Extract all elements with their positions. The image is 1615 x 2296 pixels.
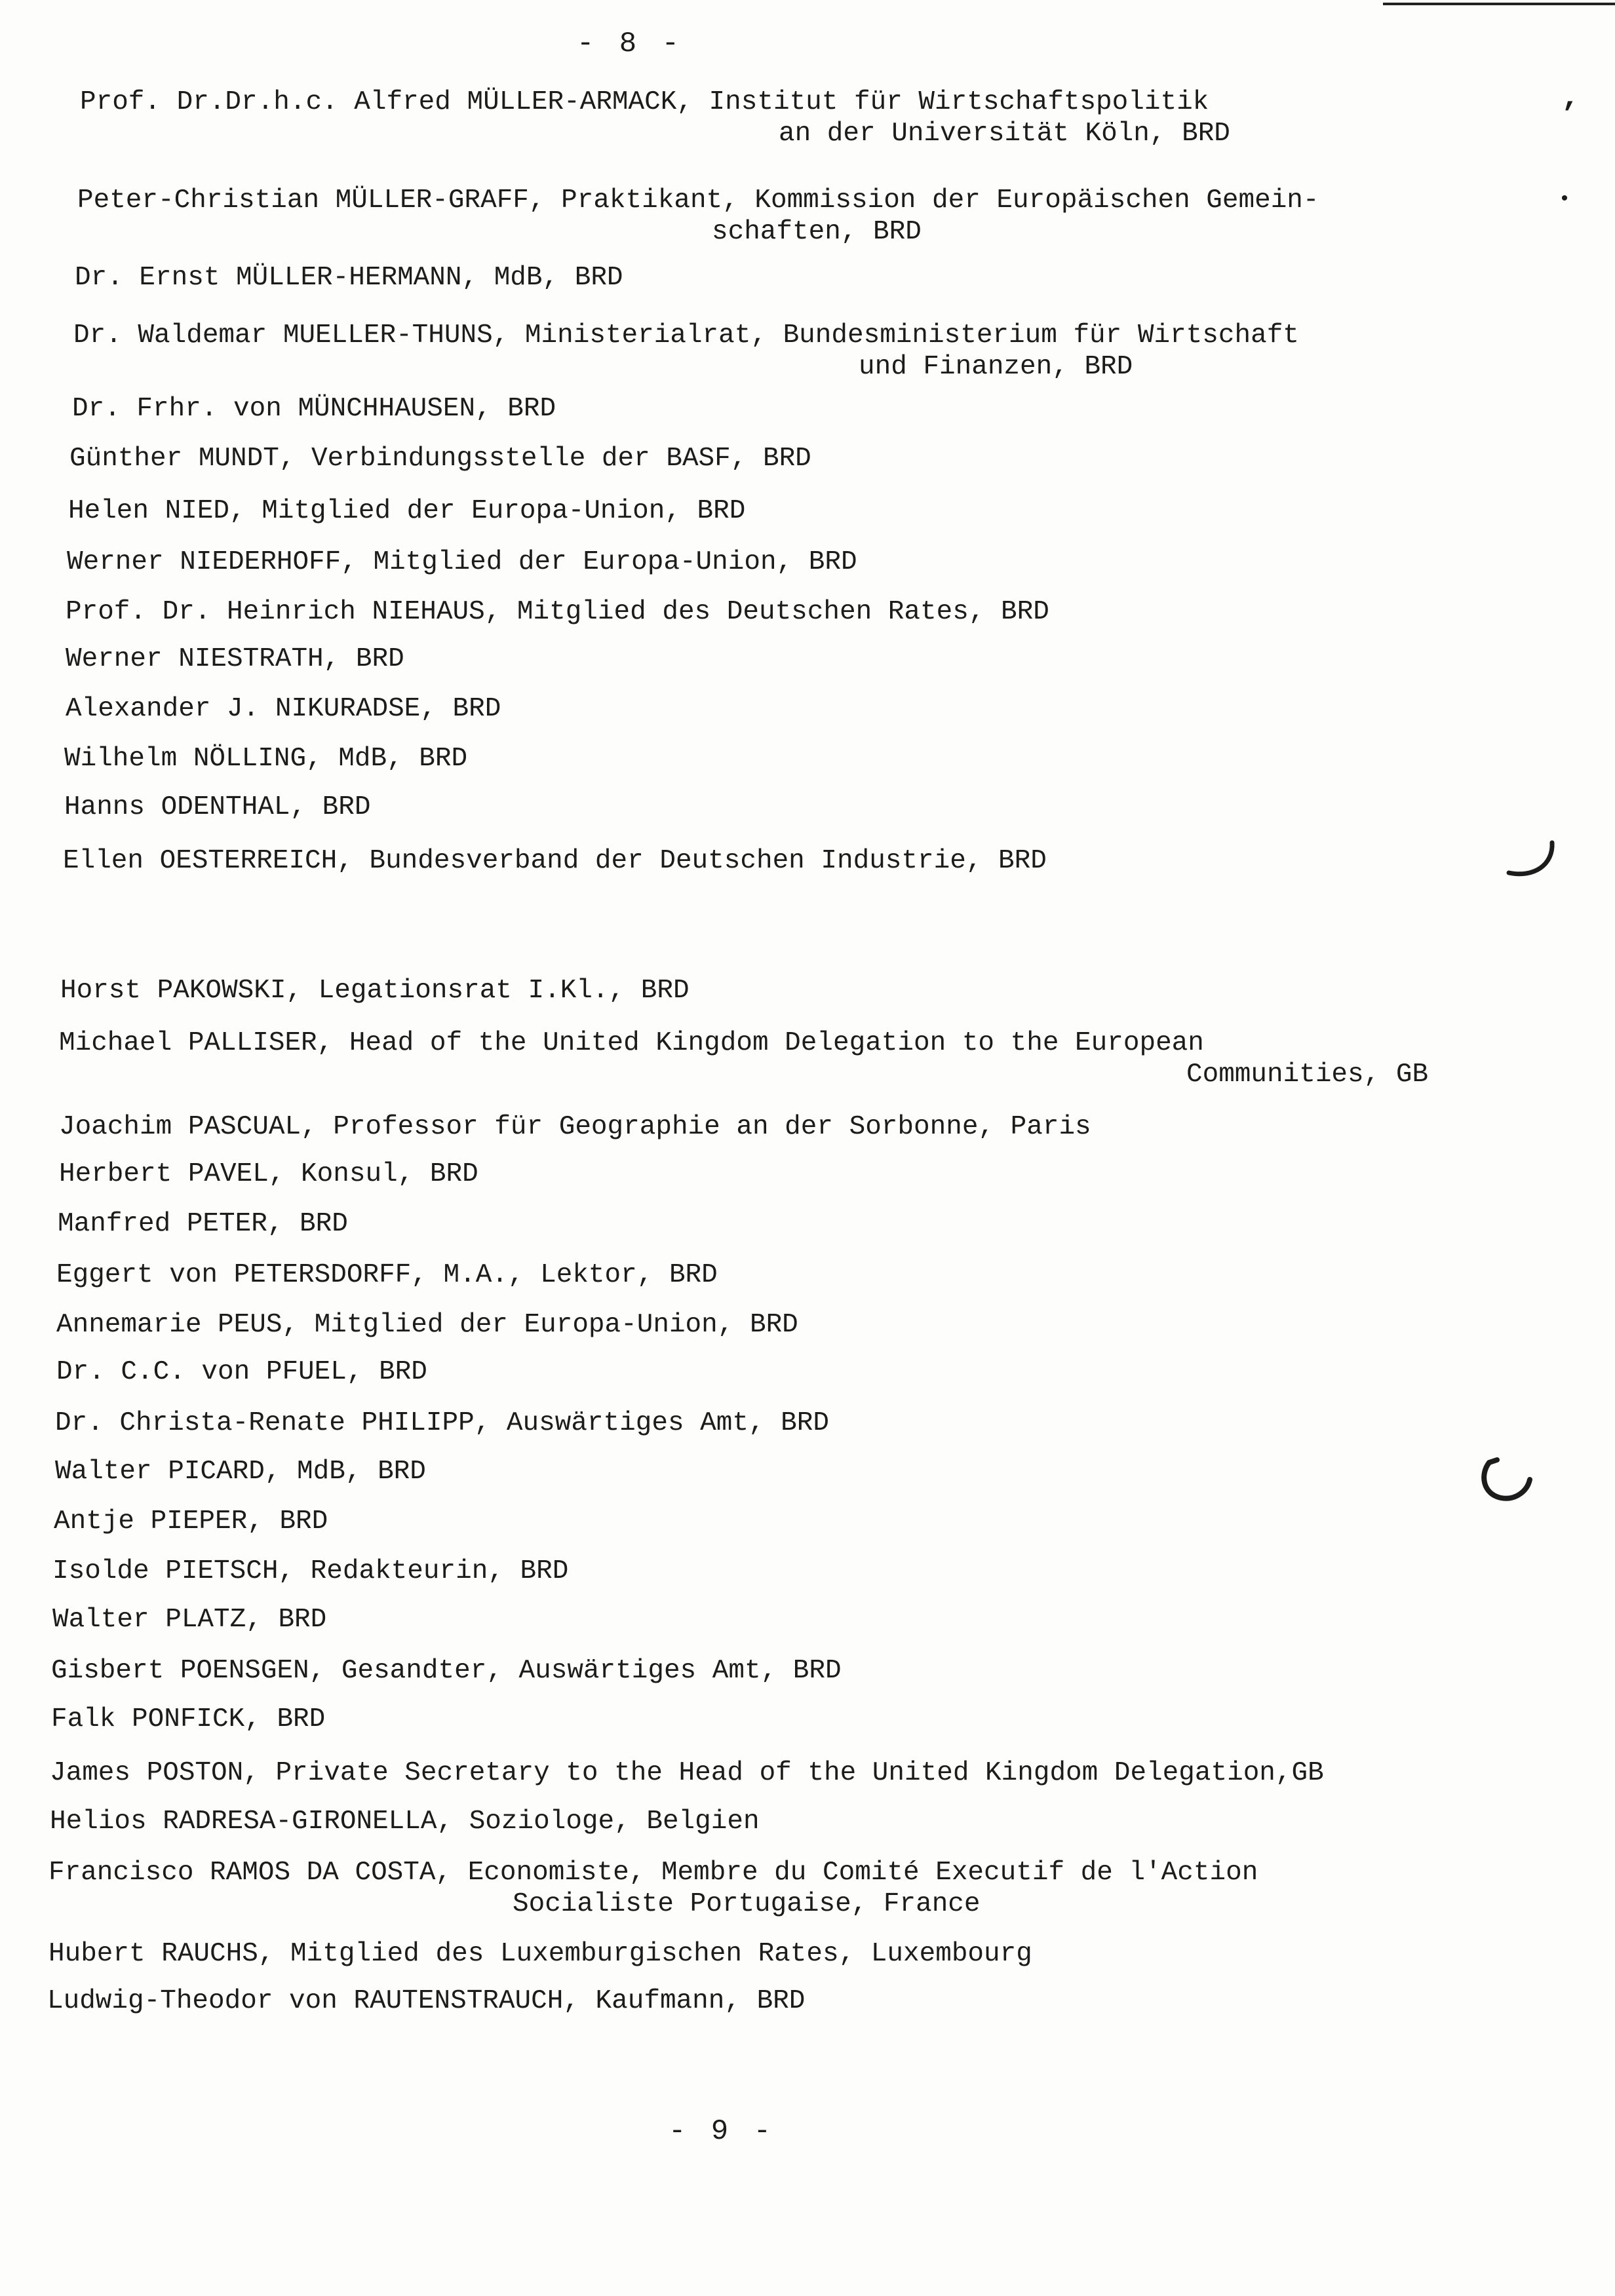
entry-line: Herbert PAVEL, Konsul, BRD	[59, 1159, 478, 1189]
list-item	[47, 1985, 805, 2017]
list-item	[72, 393, 556, 425]
list-item	[49, 1857, 1258, 1920]
list-item	[49, 1938, 1032, 1970]
entry-line: Prof. Dr. Heinrich NIEHAUS, Mitglied des Deutschen Rates, BRD	[66, 597, 1049, 627]
list-item	[67, 546, 857, 578]
entry-line: Dr. Waldemar MUELLER-THUNS, Ministerialrat, Bundesministerium für Wirtschaft	[73, 320, 1299, 351]
margin-circle-mark	[1475, 1448, 1540, 1514]
list-item	[56, 1356, 427, 1388]
entry-line: Alexander J. NIKURADSE, BRD	[66, 694, 501, 724]
entry-line: Ludwig-Theodor von RAUTENSTRAUCH, Kaufmann, BRD	[47, 1986, 806, 2016]
list-item	[66, 643, 404, 675]
list-item	[51, 1704, 325, 1735]
list-item	[63, 845, 1047, 877]
margin-hook-mark	[1501, 839, 1560, 885]
entry-line: Dr. C.C. von PFUEL, BRD	[56, 1357, 427, 1387]
list-item	[50, 1757, 1324, 1789]
entry-line: Hubert RAUCHS, Mitglied des Luxemburgischen Rates, Luxembourg	[49, 1939, 1032, 1969]
entry-line: James POSTON, Private Secretary to the Head of the United Kingdom Delegation,GB	[50, 1758, 1324, 1788]
entry-continuation: und Finanzen, BRD	[859, 352, 1133, 382]
list-item	[73, 320, 1299, 383]
entry-line: Werner NIEDERHOFF, Mitglied der Europa-Union, BRD	[67, 547, 857, 577]
margin-mark: ’	[1560, 98, 1578, 132]
entry-line: Hanns ODENTHAL, BRD	[64, 792, 371, 822]
list-item	[66, 596, 1049, 628]
list-item	[52, 1604, 326, 1636]
page-number-top: - 8 -	[577, 28, 684, 60]
list-item	[64, 743, 467, 775]
entry-line: Ellen OESTERREICH, Bundesverband der Deutschen Industrie, BRD	[63, 846, 1047, 876]
entry-line: Gisbert POENSGEN, Gesandter, Auswärtiges Amt, BRD	[51, 1656, 842, 1686]
entry-line: Günther MUNDT, Verbindungsstelle der BASF, BRD	[69, 444, 811, 474]
list-item	[50, 1806, 760, 1837]
list-item	[80, 86, 1230, 149]
entry-continuation: schaften, BRD	[712, 217, 922, 247]
entry-line: Horst PAKOWSKI, Legationsrat I.Kl., BRD	[60, 976, 690, 1006]
list-item	[59, 1158, 478, 1190]
list-item	[55, 1456, 426, 1487]
list-item	[68, 495, 745, 527]
list-item	[66, 693, 501, 725]
entry-line: Walter PLATZ, BRD	[52, 1605, 327, 1635]
entry-continuation: Communities, GB	[1186, 1060, 1429, 1090]
list-item	[59, 1027, 1428, 1090]
entry-line: Walter PICARD, MdB, BRD	[55, 1457, 426, 1487]
entry-line: Michael PALLISER, Head of the United Kingdom Delegation to the European	[59, 1028, 1204, 1058]
list-item	[55, 1407, 829, 1439]
list-item	[69, 443, 811, 474]
entry-continuation: Socialiste Portugaise, France	[513, 1889, 981, 1919]
list-item	[51, 1655, 842, 1687]
list-item	[56, 1259, 718, 1291]
list-item	[64, 792, 370, 823]
entry-line: Annemarie PEUS, Mitglied der Europa-Union, BRD	[56, 1310, 798, 1340]
entry-line: Eggert von PETERSDORFF, M.A., Lektor, BRD	[56, 1260, 718, 1290]
list-item	[56, 1309, 798, 1341]
list-item	[59, 1111, 1091, 1143]
entry-line: Antje PIEPER, BRD	[54, 1506, 328, 1537]
entry-line: Prof. Dr.Dr.h.c. Alfred MÜLLER-ARMACK, Institut für Wirtschaftspolitik	[80, 87, 1209, 117]
entry-line: Falk PONFICK, BRD	[51, 1704, 326, 1734]
page-number-bottom: - 9 -	[669, 2115, 775, 2148]
list-item	[77, 185, 1319, 248]
entry-line: Dr. Ernst MÜLLER-HERMANN, MdB, BRD	[75, 263, 623, 293]
entry-line: Wilhelm NÖLLING, MdB, BRD	[64, 744, 468, 774]
entry-line: Peter-Christian MÜLLER-GRAFF, Praktikant, Kommission der Europäischen Gemein-	[77, 185, 1319, 216]
list-item	[75, 262, 623, 294]
entry-line: Werner NIESTRATH, BRD	[66, 644, 404, 674]
entry-line: Isolde PIETSCH, Redakteurin, BRD	[52, 1556, 569, 1586]
entry-line: Joachim PASCUAL, Professor für Geographie an der Sorbonne, Paris	[59, 1112, 1091, 1142]
entry-line: Helios RADRESA-GIRONELLA, Soziologe, Belgien	[50, 1807, 760, 1837]
entry-line: Dr. Christa-Renate PHILIPP, Auswärtiges Amt, BRD	[55, 1408, 829, 1438]
list-item	[58, 1208, 348, 1240]
entry-line: Dr. Frhr. von MÜNCHHAUSEN, BRD	[72, 394, 556, 424]
entry-line: Manfred PETER, BRD	[58, 1209, 348, 1239]
list-item	[54, 1506, 328, 1537]
entry-line: Helen NIED, Mitglied der Europa-Union, BRD	[68, 496, 746, 526]
entry-line: Francisco RAMOS DA COSTA, Economiste, Membre du Comité Executif de l'Action	[49, 1858, 1258, 1888]
entry-continuation: an der Universität Köln, BRD	[779, 119, 1230, 149]
list-item	[52, 1556, 568, 1587]
margin-dot: •	[1559, 189, 1571, 211]
list-item	[60, 975, 690, 1006]
